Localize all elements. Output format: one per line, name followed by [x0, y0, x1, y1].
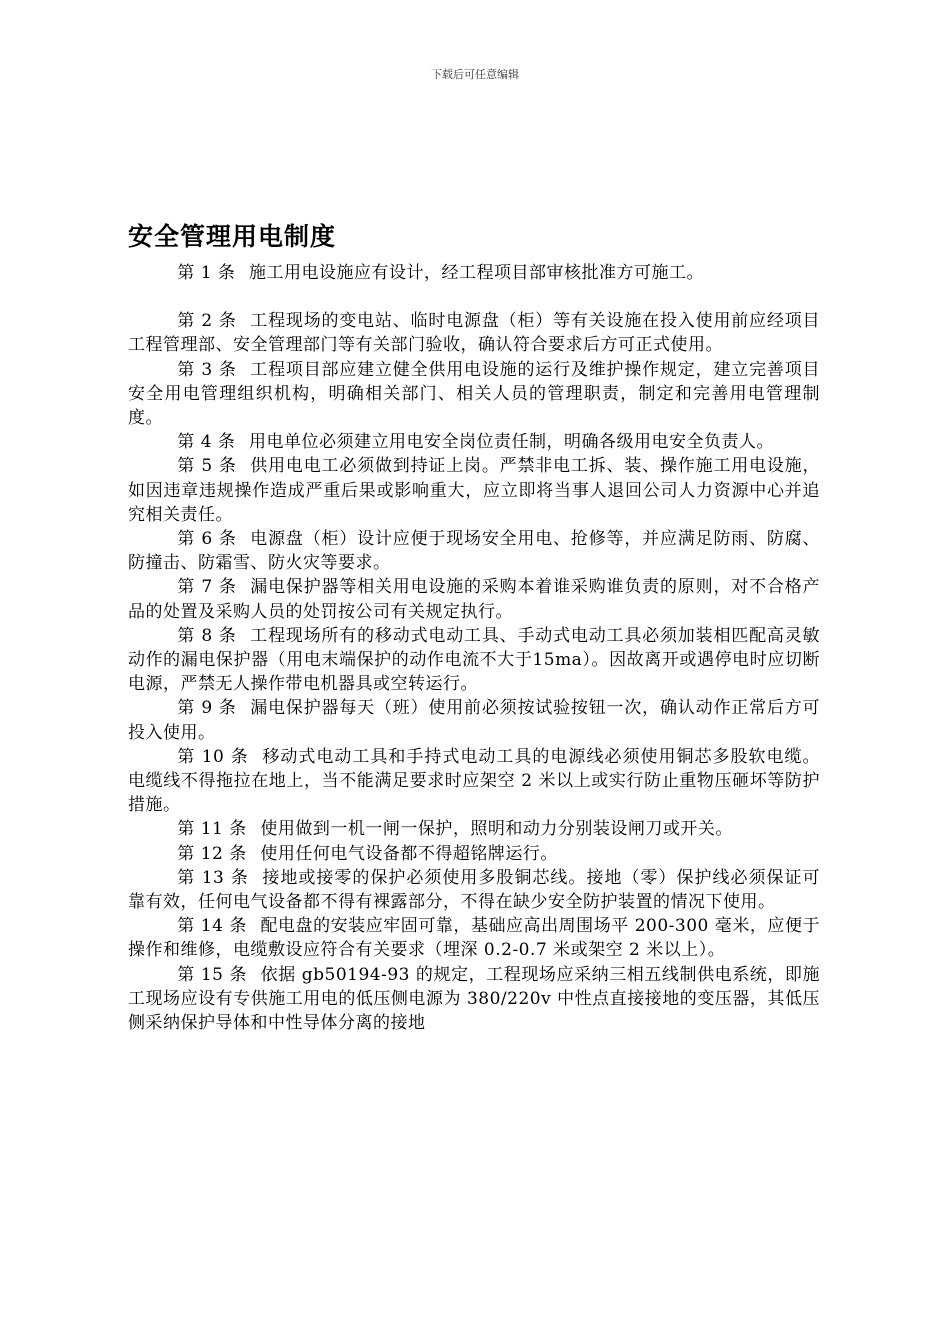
article-text: 漏电保护器等相关用电设施的采购本着谁采购谁负责的原则，对不合格产品的处置及采购人员的处罚按公司有关规定执行。 [128, 577, 821, 622]
article-text: 工程现场所有的移动式电动工具、手动式电动工具必须加装相匹配高灵敏动作的漏电保护器（用电末端保护的动作电流不大于15ma）。因故离开或遇停电时应切断电源，严禁无人操作带电机器具或空转运行。 [128, 625, 821, 695]
header-note: 下载后可任意编辑 [431, 68, 519, 81]
article-number: 第 6 条 [177, 529, 237, 550]
article-number: 第 8 条 [177, 625, 237, 646]
article-text: 电源盘（柜）设计应便于现场安全用电、抢修等，并应满足防雨、防腐、防撞击、防霜雪、防火灾等要求。 [128, 529, 821, 574]
article-text: 漏电保护器每天（班）使用前必须按试验按钮一次，确认动作正常后方可投入使用。 [128, 698, 821, 743]
article-number: 第 14 条 [177, 916, 247, 937]
article-number: 第 1 条 [177, 263, 236, 283]
article-number: 第 13 条 [177, 867, 249, 888]
article-text: 用电单位必须建立用电安全岗位责任制，明确各级用电安全负责人。 [249, 432, 775, 453]
article-text: 依据 gb50194-93 的规定，工程现场应采纳三相五线制供电系统，即施工现场应设有专供施工用电的低压侧电源为 380/220v 中性点直接接地的变压器，其低压侧采纳保护导体和中性导体分离的接地 [128, 964, 820, 1034]
article-text: 施工用电设施应有设计，经工程项目部审核批准方可施工。 [249, 263, 705, 283]
article-text: 配电盘的安装应牢固可靠，基础应高出周围场平 200-300 毫米，应便于操作和维修，电缆敷设应符合有关要求（埋深 0.2-0.7 米或架空 2 米以上）。 [128, 916, 820, 961]
article-text: 移动式电动工具和手持式电动工具的电源线必须使用铜芯多股软电缆。电缆线不得拖拉在地上，当不能满足要求时应架空 2 米以上或实行防止重物压砸坏等防护措施。 [128, 746, 820, 816]
article-number: 第 2 条 [177, 311, 237, 332]
article-number: 第 15 条 [177, 964, 248, 985]
article-1 [128, 261, 820, 285]
article-text: 使用做到一机一闸一保护，照明和动力分别装设闸刀或开关。 [260, 819, 733, 840]
article-4 [128, 430, 820, 454]
article-text: 工程项目部应建立健全供用电设施的运行及维护操作规定，建立完善项目安全用电管理组织机构，明确相关部门、相关人员的管理职责，制定和完善用电管理制度。 [128, 359, 821, 429]
article-text: 工程现场的变电站、临时电源盘（柜）等有关设施在投入使用前应经项目工程管理部、安全管理部门等有关部门验收，确认符合要求后方可正式使用。 [128, 311, 821, 356]
article-2 [128, 309, 820, 357]
article-11 [128, 817, 820, 841]
article-13 [128, 866, 820, 914]
article-number: 第 5 条 [177, 456, 237, 477]
article-9 [128, 696, 820, 744]
article-number: 第 10 条 [177, 746, 249, 767]
article-12 [128, 842, 820, 866]
article-number: 第 4 条 [177, 432, 236, 453]
article-number: 第 3 条 [177, 359, 237, 380]
article-5 [128, 454, 820, 527]
article-number: 第 7 条 [177, 577, 237, 598]
article-number: 第 11 条 [177, 819, 247, 840]
article-text: 供用电电工必须做到持证上岗。严禁非电工拆、装、操作施工用电设施，如因违章违规操作造成严重后果或影响重大，应立即将当事人退回公司人力资源中心并追究相关责任。 [128, 456, 821, 525]
article-6 [128, 527, 820, 575]
article-14 [128, 914, 820, 962]
article-number: 第 9 条 [177, 698, 237, 719]
article-text: 接地或接零的保护必须使用多股铜芯线。接地（零）保护线必须保证可靠有效，任何电气设备都不得有裸露部分，不得在缺少安全防护装置的情况下使用。 [128, 867, 820, 913]
article-7 [128, 575, 820, 623]
page-title: 安全管理用电制度 [128, 222, 337, 251]
article-8 [128, 624, 820, 697]
article-15 [128, 963, 820, 1036]
article-number: 第 12 条 [177, 843, 247, 864]
document-body [128, 261, 820, 1035]
article-3 [128, 358, 820, 431]
article-10 [128, 745, 820, 818]
article-text: 使用任何电气设备都不得超铭牌运行。 [260, 843, 558, 864]
